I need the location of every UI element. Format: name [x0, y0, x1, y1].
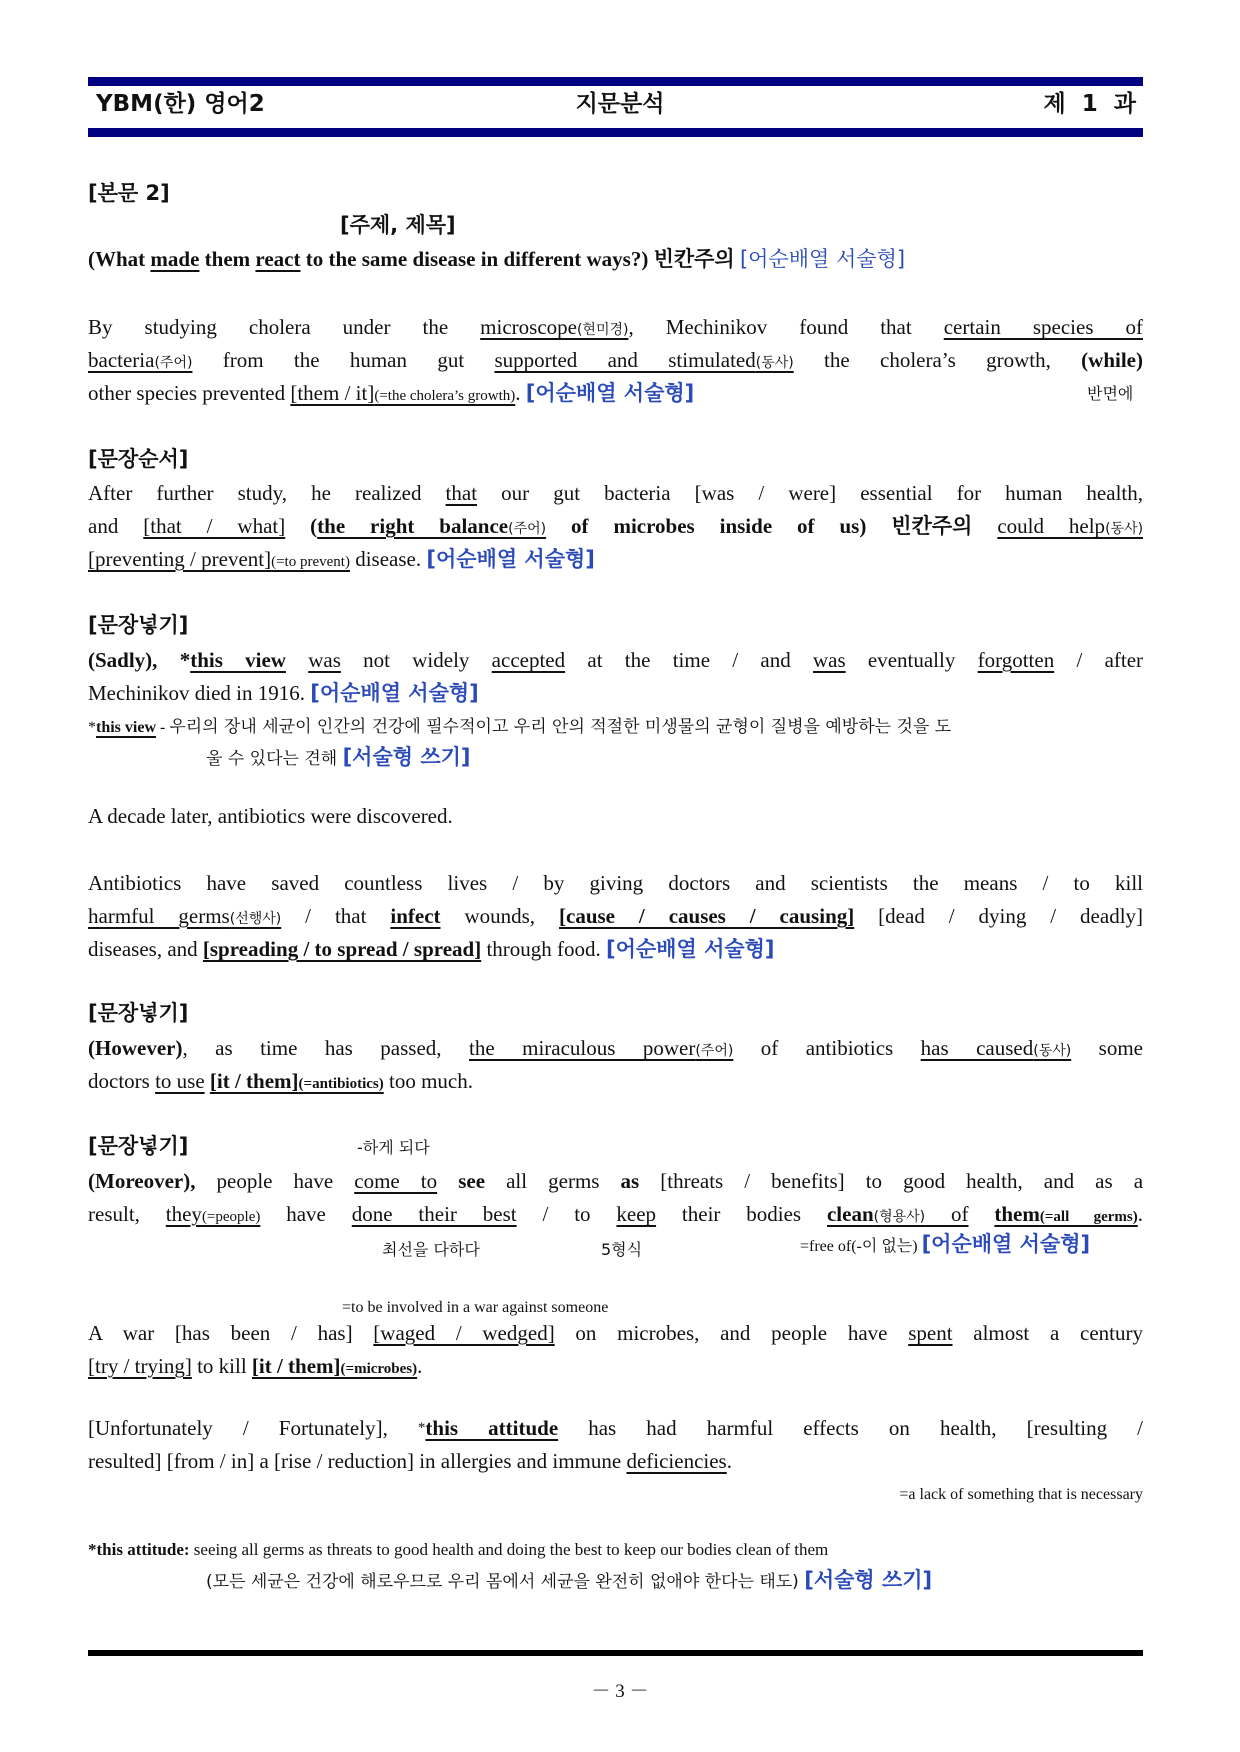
p6-line2: doctors to use [it / them](=antibiotics) too much.	[88, 1069, 474, 1093]
section-insert: [문장넣기]	[88, 1001, 189, 1025]
p9-line2: resulted] [from / in] a [rise / reduction] in allergies and immune deficiencies.	[88, 1449, 732, 1473]
waged-gloss: =to be involved in a war against someone	[342, 1299, 609, 1316]
header-title: 지문분석	[575, 91, 665, 117]
p3-line2: Mechinikov died in 1916. [어순배열 서술형]	[88, 681, 479, 705]
tag-write: [서술형 쓰기]	[342, 745, 471, 769]
p1-line1: By studying cholera under the microscope(현미경), Mechinikov found that certain species of	[88, 315, 1144, 339]
p3-line1: (Sadly), *this view was not widely accepted at the time / and was eventually forgotten / after	[88, 648, 1144, 672]
tag-order: [어순배열 서술형]	[426, 547, 595, 571]
section-insert: [문장넣기]	[88, 613, 189, 637]
section-insert: [문장넣기]	[88, 1134, 189, 1158]
p5-line2: harmful germs(선행사) / that infect wounds, [cause / causes / causing] [dead / dying / deadly]	[88, 904, 1144, 928]
page-number: － 3 －	[591, 1681, 649, 1702]
tag-order: [어순배열 서술형]	[606, 937, 775, 961]
blank-warning: 빈칸주의	[891, 514, 973, 538]
attitude-note-ko: (모든 세균은 건강에 해로우므로 우리 몸에서 세균을 완전히 없애야 한다는 태도) [서술형 쓰기]	[206, 1568, 933, 1592]
while-gloss: 반면에	[1087, 384, 1134, 403]
footer-rule	[88, 1650, 1143, 1656]
deficiencies-gloss: =a lack of something that is necessary	[899, 1486, 1143, 1503]
blank-warning: 빈칸주의	[653, 247, 735, 271]
p8-line1: A war [has been / has] [waged / wedged] on microbes, and people have spent almost a century	[88, 1321, 1143, 1345]
header-bottom-bar	[88, 128, 1143, 137]
tag-order: [어순배열 서술형]	[525, 381, 695, 405]
clean-of-gloss: =free of(-이 없는) [어순배열 서술형]	[800, 1232, 1091, 1256]
header-course: YBM(한) 영어2	[96, 91, 265, 117]
section-label: [본문 2]	[88, 181, 170, 205]
p4-line: A decade later, antibiotics were discovered.	[88, 804, 453, 828]
section-order: [문장순서]	[88, 447, 189, 471]
header-lesson: 제 1 과	[1043, 91, 1140, 117]
topic-label: [주제, 제목]	[340, 213, 456, 237]
p2-line3: [preventing / prevent](=to prevent) disease. [어순배열 서술형]	[88, 547, 595, 571]
p7-line1: (Moreover), people have come to see all germs as [threats / benefits] to good health, and as a	[88, 1169, 1144, 1193]
p9-line1: [Unfortunately / Fortunately], *this attitude has had harmful effects on health, [resulting /	[88, 1416, 1143, 1440]
this-view-note-line2: 울 수 있다는 견해 [서술형 쓰기]	[206, 745, 471, 769]
p1-line3: other species prevented [them / it](=the cholera’s growth). [어순배열 서술형]	[88, 381, 695, 405]
p7-line2: result, they(=people) have done their best / to keep their bodies clean(형용사) of them(=all germs).	[88, 1202, 1144, 1226]
header-top-bar	[88, 77, 1143, 86]
attitude-note-en: *this attitude: seeing all germs as threats to good health and doing the best to keep our bodies clean of them	[88, 1540, 829, 1559]
this-view-note-line1: *this view - 우리의 장내 세균이 인간의 건강에 필수적이고 우리 안의 적절한 미생물의 균형이 질병을 예방하는 것을 도	[88, 717, 952, 737]
tag-order: [어순배열 서술형]	[739, 247, 906, 271]
p2-line2: and [that / what] (the right balance(주어) of microbes inside of us) 빈칸주의 could help(동사)	[88, 514, 1144, 538]
come-to-gloss: -하게 되다	[357, 1138, 430, 1157]
fifth-form-gloss: 5형식	[601, 1240, 643, 1259]
p5-line1: Antibiotics have saved countless lives / by giving doctors and scientists the means / to kill	[88, 871, 1143, 895]
tag-write: [서술형 쓰기]	[804, 1568, 933, 1592]
p6-line1: (However), as time has passed, the miraculous power(주어) of antibiotics has caused(동사) some	[88, 1036, 1143, 1060]
p8-line2: [try / trying] to kill [it / them](=microbes).	[88, 1354, 423, 1378]
tag-order: [어순배열 서술형]	[310, 681, 479, 705]
p1-line2: bacteria(주어) from the human gut supported and stimulated(동사) the cholera’s growth, (while)	[88, 348, 1143, 372]
tag-order: [어순배열 서술형]	[921, 1232, 1091, 1256]
p2-line1: After further study, he realized that our gut bacteria [was / were] essential for human health,	[88, 481, 1143, 505]
topic-question: (What made them react to the same disease in different ways?) 빈칸주의 [어순배열 서술형]	[88, 247, 906, 271]
p5-line3: diseases, and [spreading / to spread / spread] through food. [어순배열 서술형]	[88, 937, 775, 961]
done-best-gloss: 최선을 다하다	[382, 1240, 480, 1259]
